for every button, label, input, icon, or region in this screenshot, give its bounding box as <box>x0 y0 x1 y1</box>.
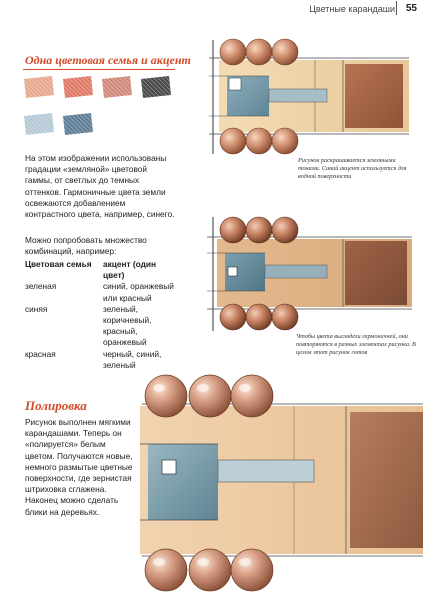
empty-cell <box>25 360 103 371</box>
section2-paragraph: Рисунок выполнен мягкими карандашами. Теперь он «полируется» белым цветом. Получаются новые, немного размытые цветные поверхности, где зернистая штриховка сглажена. Наконец можно сделать блики на деревьях. <box>25 417 133 517</box>
header-divider <box>396 1 397 15</box>
accent-cell: или красный <box>103 292 152 303</box>
accent-cell: зеленый, <box>103 303 138 314</box>
swatch-orange-pink <box>63 76 93 98</box>
section-heading-polishing: Полировка <box>25 398 87 413</box>
table-row <box>25 281 175 292</box>
section-heading-color-family: Одна цветовая семья и акцент <box>25 53 191 67</box>
page-number: 55 <box>405 3 417 14</box>
table-row <box>25 349 175 360</box>
swatch-charcoal <box>141 76 171 98</box>
table-row <box>25 315 175 326</box>
swatch-salmon <box>102 76 132 98</box>
column-header-accent: акцент (один цвет) <box>103 259 156 281</box>
caption-stage-2: Чтобы цвета выглядели гармоничней, они повторяются в разных элементах рисунка. В целом этот рисунок готов <box>296 333 416 356</box>
column-header-family: Цветовая семья <box>25 259 92 269</box>
color-swatches <box>24 76 174 138</box>
heading-underline <box>23 69 175 70</box>
swatch-pale-blue <box>24 113 54 135</box>
family-cell: красная <box>25 348 56 359</box>
table-row <box>25 337 175 348</box>
accent-cell: коричневый, <box>103 315 152 326</box>
family-cell: зеленая <box>25 281 57 292</box>
section1-paragraph: На этом изображении использованы градации «земляной» цветовой гаммы, от светлых до темных оттенков. Гармоничные цвета земли освежаются добавлением контрастного цвета, например, синего. <box>25 153 175 220</box>
accent-cell: красный, <box>103 326 138 337</box>
table-row <box>25 326 175 337</box>
table-row <box>25 293 175 304</box>
empty-cell <box>25 315 103 326</box>
illustration-stage-3 <box>134 374 423 596</box>
empty-cell <box>25 326 103 337</box>
accent-cell: черный, синий, <box>103 348 162 359</box>
combinations-intro: Можно попробовать множество комбинаций, например: <box>25 235 147 257</box>
accent-cell: зеленый <box>103 359 136 370</box>
swatch-light-brown <box>24 76 54 98</box>
family-cell: синяя <box>25 303 48 314</box>
accent-cell: синий, оранжевый <box>103 281 174 292</box>
accent-cell: оранжевый <box>103 337 147 348</box>
table-row <box>25 304 175 315</box>
table-row <box>25 360 175 371</box>
illustration-stage-1 <box>205 38 410 156</box>
table-header-row <box>25 259 175 281</box>
combinations-table <box>25 259 175 371</box>
swatch-steel-blue <box>63 113 93 135</box>
caption-stage-1: Рисунок раскрашивается земляными тонами. Синий акцент используется для водной поверхности <box>298 157 407 180</box>
running-header-title: Цветные карандаши <box>309 4 395 14</box>
empty-cell <box>25 293 103 304</box>
empty-cell <box>25 337 103 348</box>
illustration-stage-2 <box>203 215 413 333</box>
